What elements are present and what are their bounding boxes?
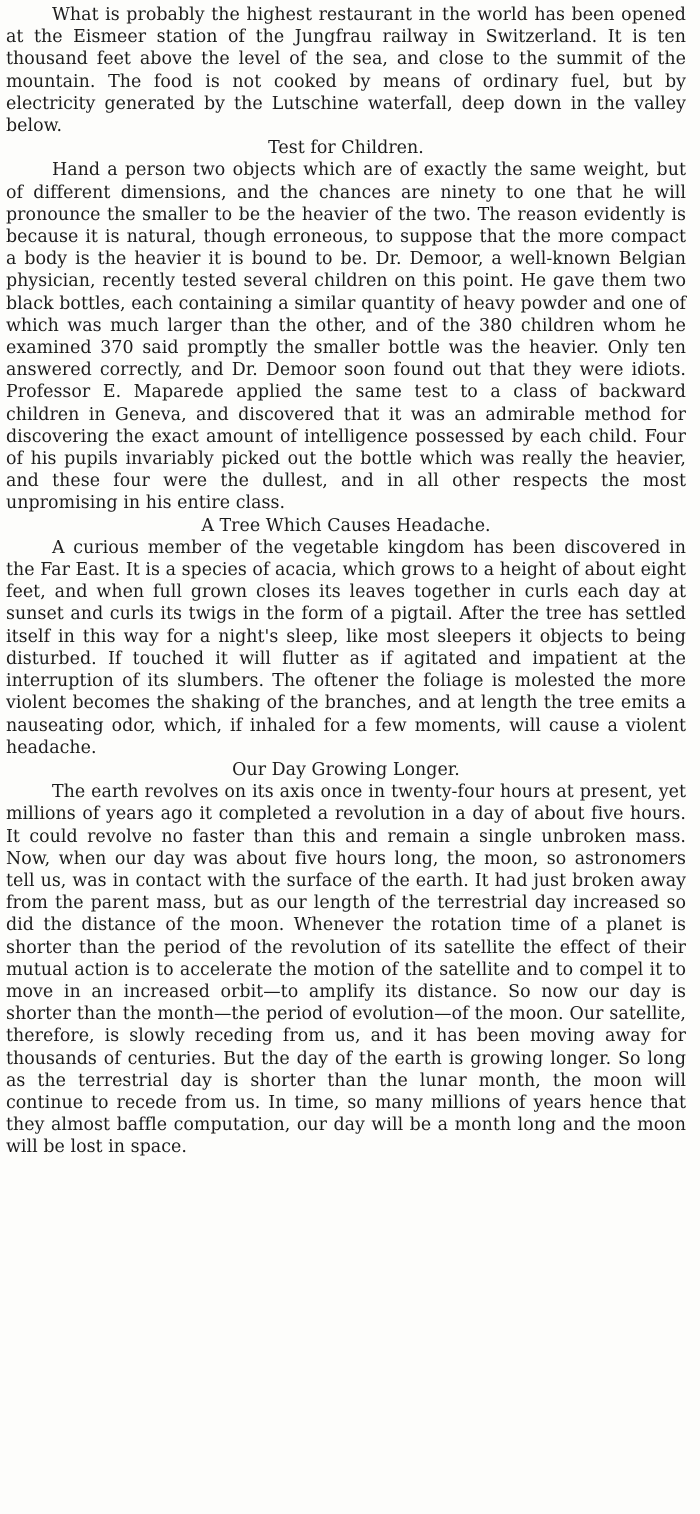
article-tree-headache-body: A curious member of the vegetable kingdom has been discovered in the Far East. It is a species of acacia, which grows to a height of about eight feet, and when full grown closes its leaves together in curls each day at sunset and curls its twigs in the form of a pigtail. After the tree has settled itself in this way for a night's sleep, like most sleepers it objects to being disturbed. If touched it will flutter as if agitated and impatient at the interruption of its slumbers. The oftener the foliage is molested the more violent becomes the shaking of the branches, and at length the tree emits a nauseating odor, which, if inhaled for a few moments, will cause a violent headache.: [6, 537, 686, 758]
heading-day-growing-longer: Our Day Growing Longer.: [232, 759, 460, 780]
article-test-for-children-body: Hand a person two objects which are of exactly the same weight, but of different dimensions, and the chances are ninety to one that he will pronounce the smaller to be the heavier of the two. The reason evidently is because it is natural, though erroneous, to suppose that the more compact a body is the heavier it is bound to be. Dr. Demoor, a well-known Belgian physician, recently tested several children on this point. He gave them two black bottles, each containing a similar quantity of heavy powder and one of which was much larger than the other, and of the 380 children whom he examined 370 said promptly the smaller bottle was the heavier. Only ten answered correctly, and Dr. Demoor soon found out that they were idiots. Professor E. Maparede applied the same test to a class of backward children in Geneva, and discovered that it was an admirable method for discovering the exact amount of intelligence possessed by each child. Four of his pupils invariably picked out the bottle which was really the heavier, and these four were the dullest, and in all other respects the most unpromising in his entire class.: [6, 160, 686, 514]
article-day-growing-longer-body: The earth revolves on its axis once in twenty-four hours at present, yet millions of years ago it completed a revolution in a day of about five hours. It could revolve no faster than this and remain a single unbroken mass. Now, when our day was about five hours long, the moon, so astronomers tell us, was in contact with the surface of the earth. It had just broken away from the parent mass, but as our length of the terrestrial day increased so did the distance of the moon. Whenever the rotation time of a planet is shorter than the period of the revolution of its satellite the effect of their mutual action is to accelerate the motion of the satellite and to compel it to move in an increased orbit—to amplify its distance. So now our day is shorter than the month—the period of evolution—of the moon. Our satellite, therefore, is slowly receding from us, and it has been moving away for thousands of centuries. But the day of the earth is growing longer. So long as the terrestrial day is shorter than the lunar month, the moon will continue to recede from us. In time, so many millions of years hence that they almost baffle computation, our day will be a month long and the moon will be lost in space.: [6, 782, 686, 1158]
heading-test-for-children: Test for Children.: [268, 138, 424, 159]
article-highest-restaurant-body: What is probably the highest restaurant in the world has been opened at the Eismeer station of the Jungfrau railway in Switzerland. It is ten thousand feet above the level of the sea, and close to the summit of the mountain. The food is not cooked by means of ordinary fuel, but by electricity generated by the Lutschine waterfall, deep down in the valley below.: [6, 5, 686, 137]
heading-tree-headache: A Tree Which Causes Headache.: [201, 515, 491, 536]
